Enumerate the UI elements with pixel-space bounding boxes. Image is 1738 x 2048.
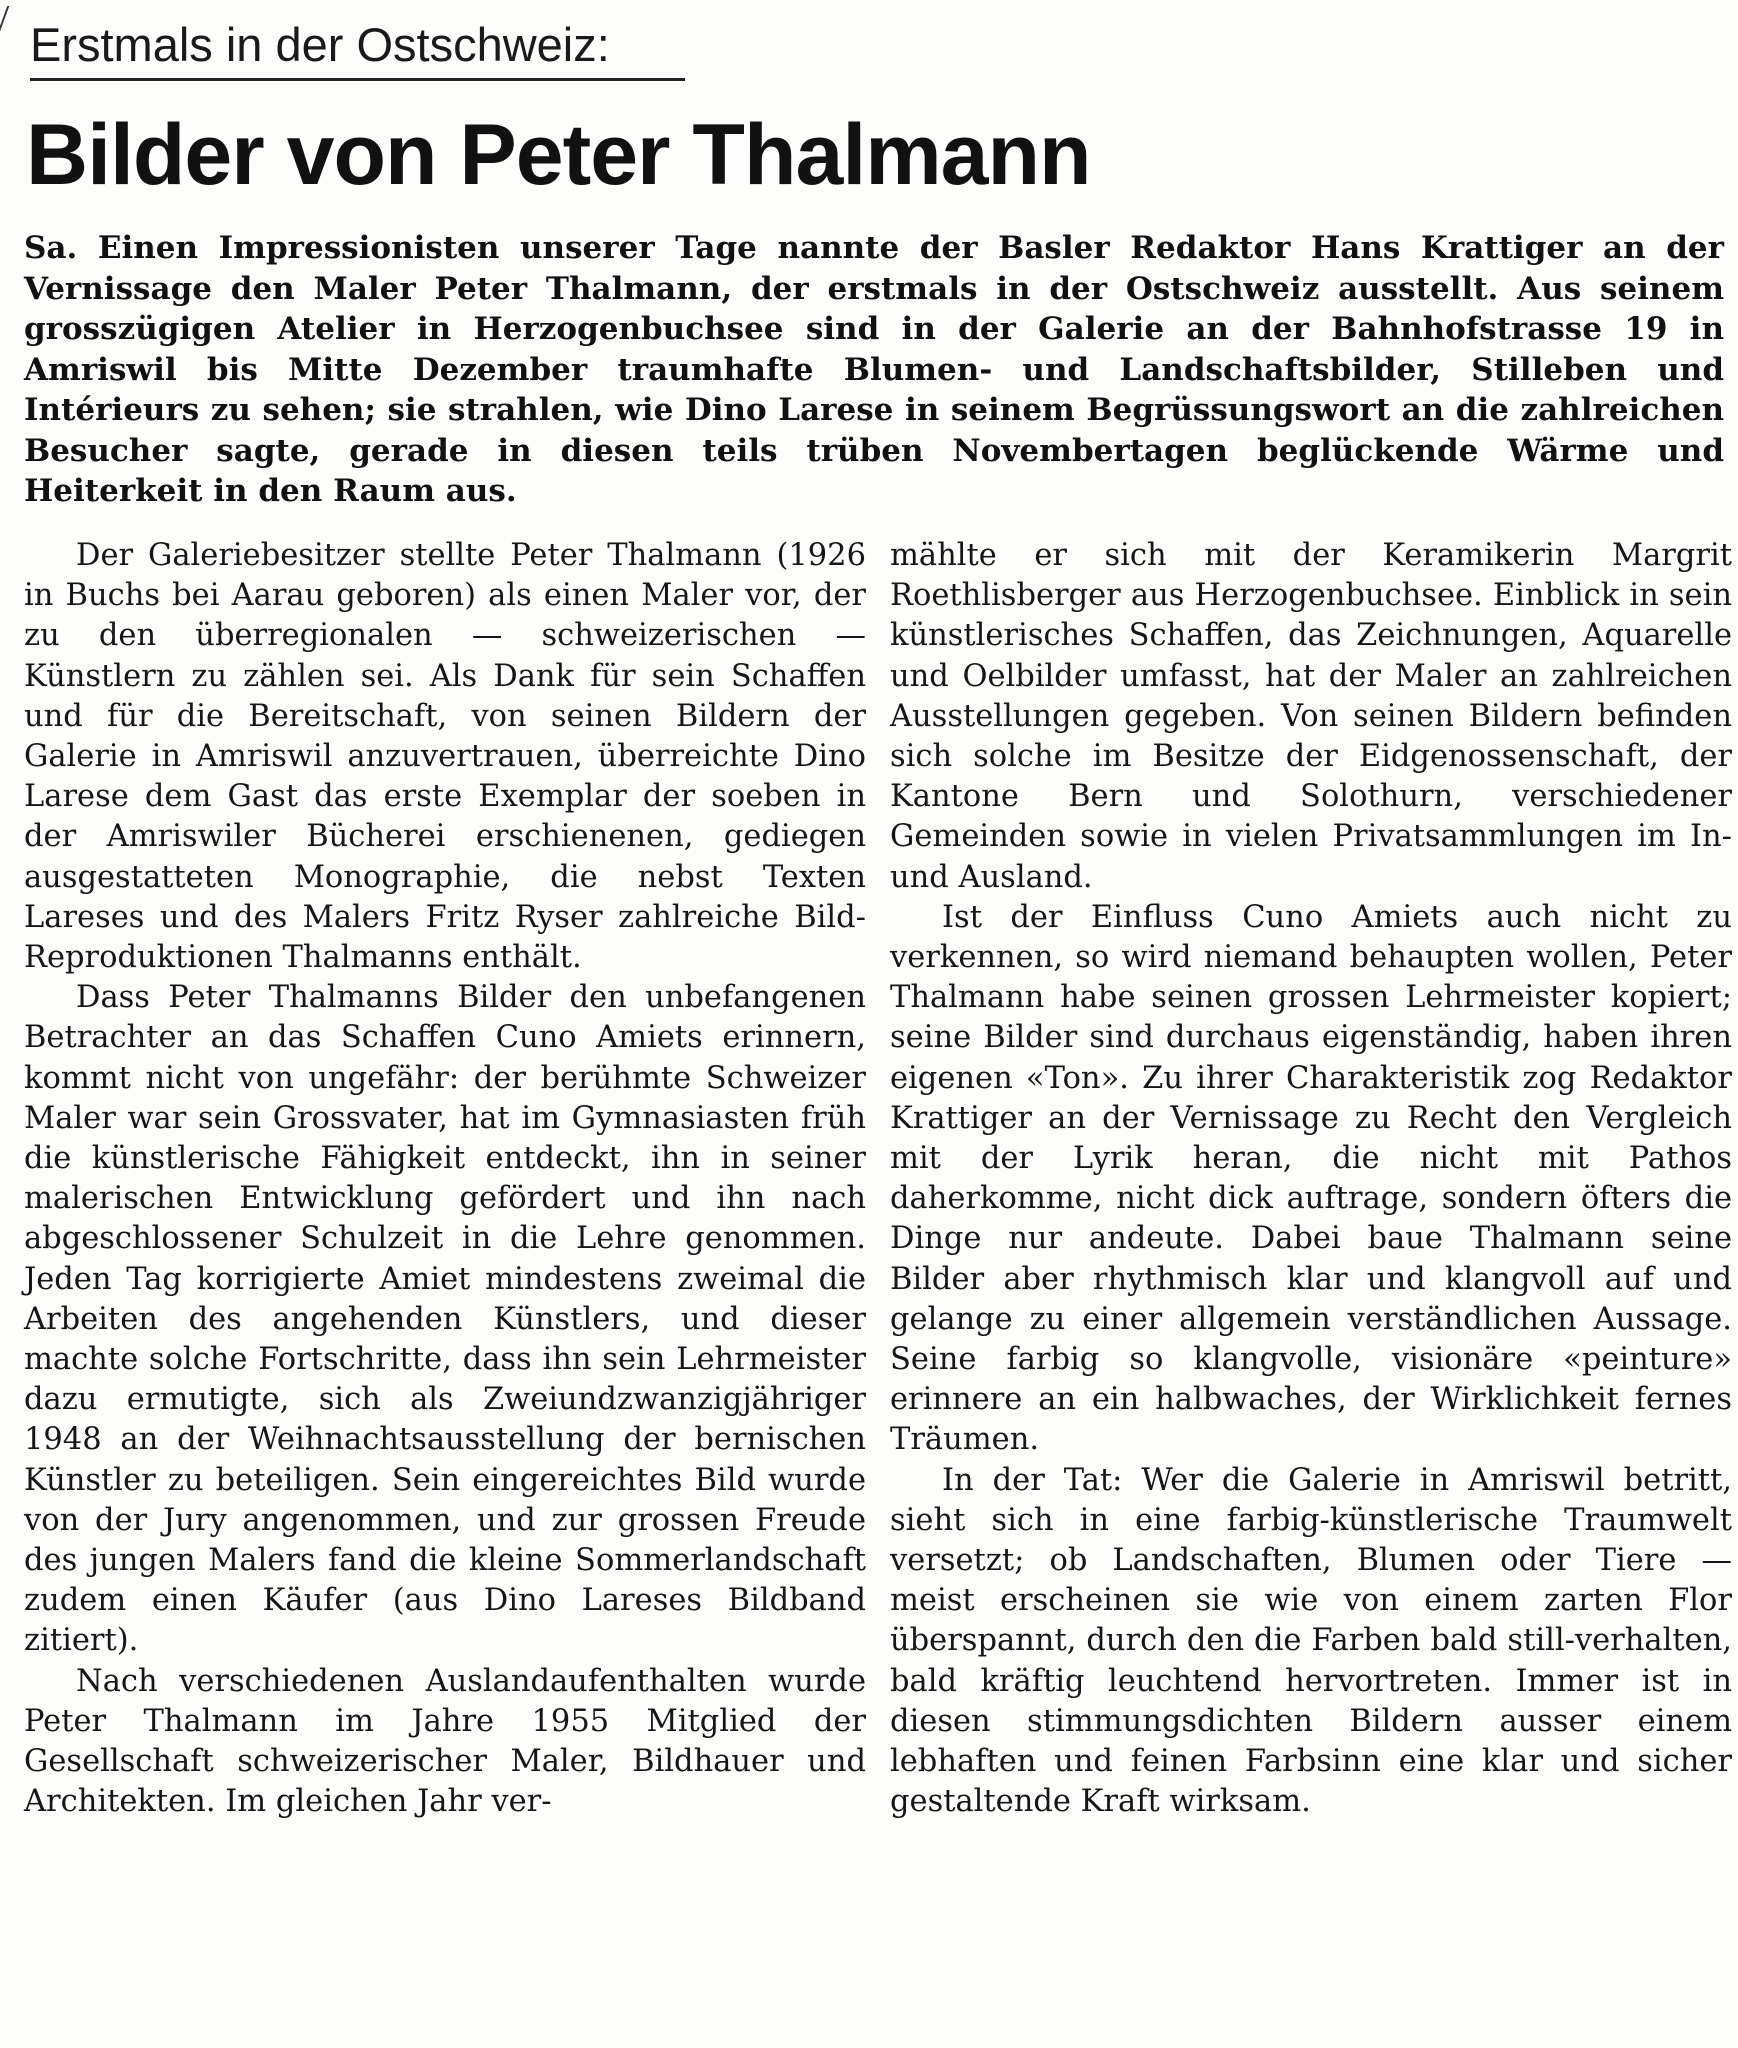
- body-paragraph-continuation: mählte er sich mit der Keramikerin Margrit Roethlisberger aus Herzogenbuchsee. Einblick in sein künstlerisches Schaffen, das Zeichnungen, Aquarelle und Oelbilder umfasst, hat der Maler an zahlreichen Ausstellungen gegeben. Von seinen Bildern befinden sich solche im Besitze der Eidgenossenschaft, der Kantone Bern und Solothurn, verschiedener Gemeinden sowie in vielen Privatsammlungen im In- und Ausland.: [890, 538, 1732, 895]
- body-paragraph: In der Tat: Wer die Galerie in Amriswil betritt, sieht sich in eine farbig-künstlerische Traumwelt versetzt; ob Landschaften, Blumen oder Tiere — meist erscheinen sie wie von einem zarten Flor überspannt, durch den die Farben bald still-verhalten, bald kräftig leuchtend hervortreten. Immer ist in diesen stimmungsdichten Bildern ausser einem lebhaften und feinen Farbsinn eine klar und sicher gestaltende Kraft wirksam.: [890, 1462, 1732, 1820]
- body-paragraph: Dass Peter Thalmanns Bilder den unbefangenen Betrachter an das Schaffen Cuno Amiets erinnern, kommt nicht von ungefähr: der berühmte Schweizer Maler war sein Grossvater, hat im Gymnasiasten früh die künstlerische Fähigkeit entdeckt, ihn in seiner malerischen Entwicklung gefördert und ihn nach abgeschlossener Schulzeit in die Lehre genommen. Jeden Tag korrigierte Amiet mindestens zweimal die Arbeiten des angehenden Künstlers, und dieser machte solche Fortschritte, dass ihn sein Lehrmeister dazu ermutigte, sich als Zweiundzwanzigjähriger 1948 an der Weihnachtsausstellung der bernischen Künstler zu beteiligen. Sein eingereichtes Bild wurde von der Jury angenommen, und zur grossen Freude des jungen Malers fand die kleine Sommerlandschaft zudem einen Käufer (aus Dino Lareses Bildband zitiert).: [24, 980, 866, 1659]
- article-headline: Bilder von Peter Thalmann: [26, 107, 1091, 203]
- right-column: [890, 536, 1732, 1823]
- left-column: [24, 536, 866, 1823]
- margin-mark: [0, 6, 27, 46]
- body-paragraph: Ist der Einfluss Cuno Amiets auch nicht zu verkennen, so wird niemand behaupten wollen, Peter Thalmann habe seinen grossen Lehrmeister kopiert; seine Bilder sind durchaus eigenständig, haben ihren eigenen «Ton». Zu ihrer Charakteristik zog Redaktor Krattiger an der Vernissage zu Recht den Vergleich mit der Lyrik heran, die nicht mit Pathos daherkomme, nicht dick auftrage, sondern öfters die Dinge nur andeute. Dabei baue Thalmann seine Bilder aber rhythmisch klar und klangvoll auf und gelange zu einer allgemein verständlichen Aussage. Seine farbig so klangvolle, visionäre «peinture» erinnere an ein halbwaches, der Wirklichkeit fernes Träumen.: [890, 899, 1732, 1458]
- body-columns: [24, 536, 1732, 1823]
- body-paragraph: Nach verschiedenen Auslandaufenthalten wurde Peter Thalmann im Jahre 1955 Mitglied der Gesellschaft schweizerischer Maler, Bildhauer und Architekten. Im gleichen Jahr ver-: [24, 1663, 866, 1820]
- lead-paragraph: Sa. Einen Impressionisten unserer Tage nannte der Basler Redaktor Hans Krattiger an der Vernissage den Maler Peter Thalmann, der erstmals in der Ostschweiz ausstellt. Aus seinem grosszügigen Atelier in Herzogenbuchsee sind in der Galerie an der Bahnhofstrasse 19 in Amriswil bis Mitte Dezember traumhafte Blumen- und Landschaftsbilder, Stilleben und Intérieurs zu sehen; sie strahlen, wie Dino Larese in seinem Begrüssungswort an die zahlreichen Besucher sagte, gerade in diesen teils trüben Novembertagen beglückende Wärme und Heiterkeit in den Raum aus.: [24, 230, 1724, 509]
- kicker-line: Erstmals in der Ostschweiz:: [30, 14, 685, 81]
- body-paragraph: Der Galeriebesitzer stellte Peter Thalmann (1926 in Buchs bei Aarau geboren) als einen Maler vor, der zu den überregionalen — schweizerischen — Künstlern zu zählen sei. Als Dank für sein Schaffen und für die Bereitschaft, von seinen Bildern der Galerie in Amriswil anzuvertrauen, überreichte Dino Larese dem Gast das erste Exemplar der soeben in der Amriswiler Bücherei erschienenen, gediegen ausgestatteten Monographie, die nebst Texten Lareses und des Malers Fritz Ryser zahlreiche Bild-Reproduktionen Thalmanns enthält.: [24, 538, 866, 976]
